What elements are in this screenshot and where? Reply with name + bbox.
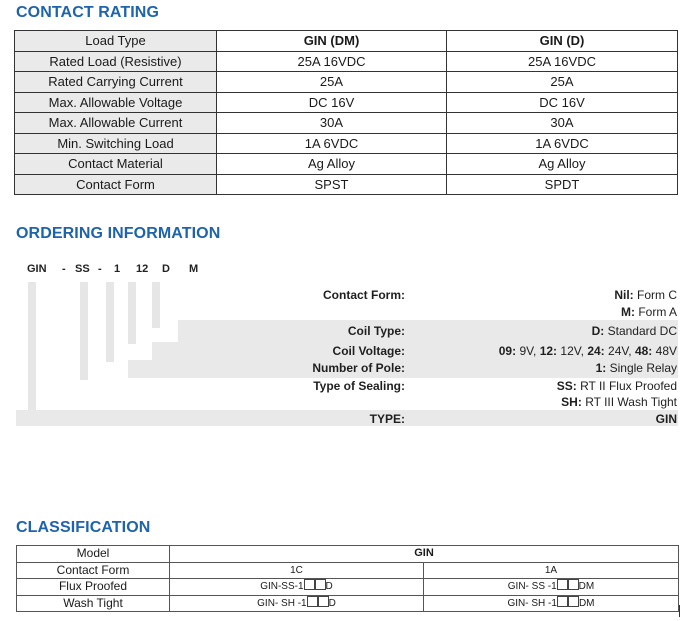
pole-label: Number of Pole: (312, 361, 405, 375)
connector-coil (152, 282, 160, 328)
table-cell: SPDT (447, 174, 678, 195)
table-header-row (15, 31, 678, 52)
row-label: Max. Allowable Current (15, 113, 217, 134)
blank-box-icon (557, 579, 568, 590)
table-cell: 30A (217, 113, 447, 134)
contact-form-label: Contact Form (17, 562, 170, 579)
contact-form-m: M: Form A (620, 305, 677, 319)
flux-proofed-label: Flux Proofed (17, 579, 170, 596)
coil-voltage-value: 09: 9V, 12: 12V, 24: 24V, 48: 48V (498, 344, 677, 358)
text-cursor (679, 605, 680, 617)
sealing-sh-value: SH: RT III Wash Tight (561, 395, 677, 409)
table-row (15, 92, 678, 113)
table-cell: 25A (217, 72, 447, 93)
flux-proofed-1c: GIN-SS-1 D (170, 579, 424, 596)
table-row (15, 51, 678, 72)
table-cell: 25A 16VDC (447, 51, 678, 72)
code-dash: - (62, 263, 66, 275)
row-label: Rated Load (Resistive) (15, 51, 217, 72)
column-header-gin-d: GIN (D) (447, 31, 678, 52)
model-label: Model (17, 546, 170, 563)
table-cell: Ag Alloy (217, 154, 447, 175)
column-header-load-type: Load Type (15, 31, 217, 52)
contact-form-label: Contact Form: (323, 288, 405, 302)
coil-type-value: D: Standard DC (591, 324, 677, 338)
pole-value: 1: Single Relay (595, 361, 677, 375)
coil-voltage-label: Coil Voltage: (332, 344, 405, 358)
row-label: Rated Carrying Current (15, 72, 217, 93)
sealing-ss-value: SS: RT II Flux Proofed (556, 379, 677, 393)
code-type: GIN (27, 263, 47, 275)
table-cell: 25A 16VDC (217, 51, 447, 72)
column-header-gin-dm: GIN (DM) (217, 31, 447, 52)
type-label: TYPE: (369, 412, 405, 426)
row-label: Contact Material (15, 154, 217, 175)
code-form: M (189, 263, 199, 275)
blank-box-icon (318, 596, 329, 607)
row-label: Contact Form (15, 174, 217, 195)
table-row (17, 579, 679, 596)
table-row (15, 113, 678, 134)
table-row (17, 546, 679, 563)
connector-voltage (128, 282, 136, 344)
table-cell: Ag Alloy (447, 154, 678, 175)
table-cell: 30A (447, 113, 678, 134)
blank-box-icon (304, 579, 315, 590)
contact-form-1a: 1A (424, 562, 679, 579)
classification-table (16, 545, 679, 612)
blank-box-icon (315, 579, 326, 590)
row-label: Max. Allowable Voltage (15, 92, 217, 113)
code-dash: - (98, 263, 102, 275)
table-row (15, 154, 678, 175)
table-row (17, 562, 679, 579)
wash-tight-1c: GIN- SH -1 D (170, 595, 424, 612)
contact-form-nil: Nil: Form C (614, 288, 677, 302)
contact-rating-heading: CONTACT RATING (16, 4, 160, 21)
type-value: GIN (655, 412, 677, 426)
code-pole: 1 (114, 263, 121, 275)
contact-form-1c: 1C (170, 562, 424, 579)
connector-pole (106, 282, 114, 362)
connector-sealing (80, 282, 88, 380)
table-cell: DC 16V (447, 92, 678, 113)
table-cell: 25A (447, 72, 678, 93)
blank-box-icon (568, 579, 579, 590)
code-voltage: 12 (136, 263, 149, 275)
table-row (15, 133, 678, 154)
model-value: GIN (170, 546, 679, 563)
classification-heading: CLASSIFICATION (16, 519, 151, 536)
blank-box-icon (568, 596, 579, 607)
code-sealing: SS (75, 263, 90, 275)
ordering-information-heading: ORDERING INFORMATION (16, 225, 221, 242)
flux-proofed-1a: GIN- SS -1 DM (424, 579, 679, 596)
wash-tight-1a: GIN- SH -1 DM (424, 595, 679, 612)
contact-rating-table (14, 30, 678, 195)
wash-tight-label: Wash Tight (17, 595, 170, 612)
blank-box-icon (307, 596, 318, 607)
coil-type-label: Coil Type: (347, 324, 405, 338)
table-cell: DC 16V (217, 92, 447, 113)
table-row (17, 595, 679, 612)
table-cell: 1A 6VDC (217, 133, 447, 154)
row-label: Min. Switching Load (15, 133, 217, 154)
sealing-label: Type of Sealing: (313, 379, 405, 393)
code-coil: D (162, 263, 170, 275)
table-row (15, 72, 678, 93)
blank-box-icon (557, 596, 568, 607)
table-cell: SPST (217, 174, 447, 195)
table-row (15, 174, 678, 195)
table-cell: 1A 6VDC (447, 133, 678, 154)
connector-type (28, 282, 36, 412)
